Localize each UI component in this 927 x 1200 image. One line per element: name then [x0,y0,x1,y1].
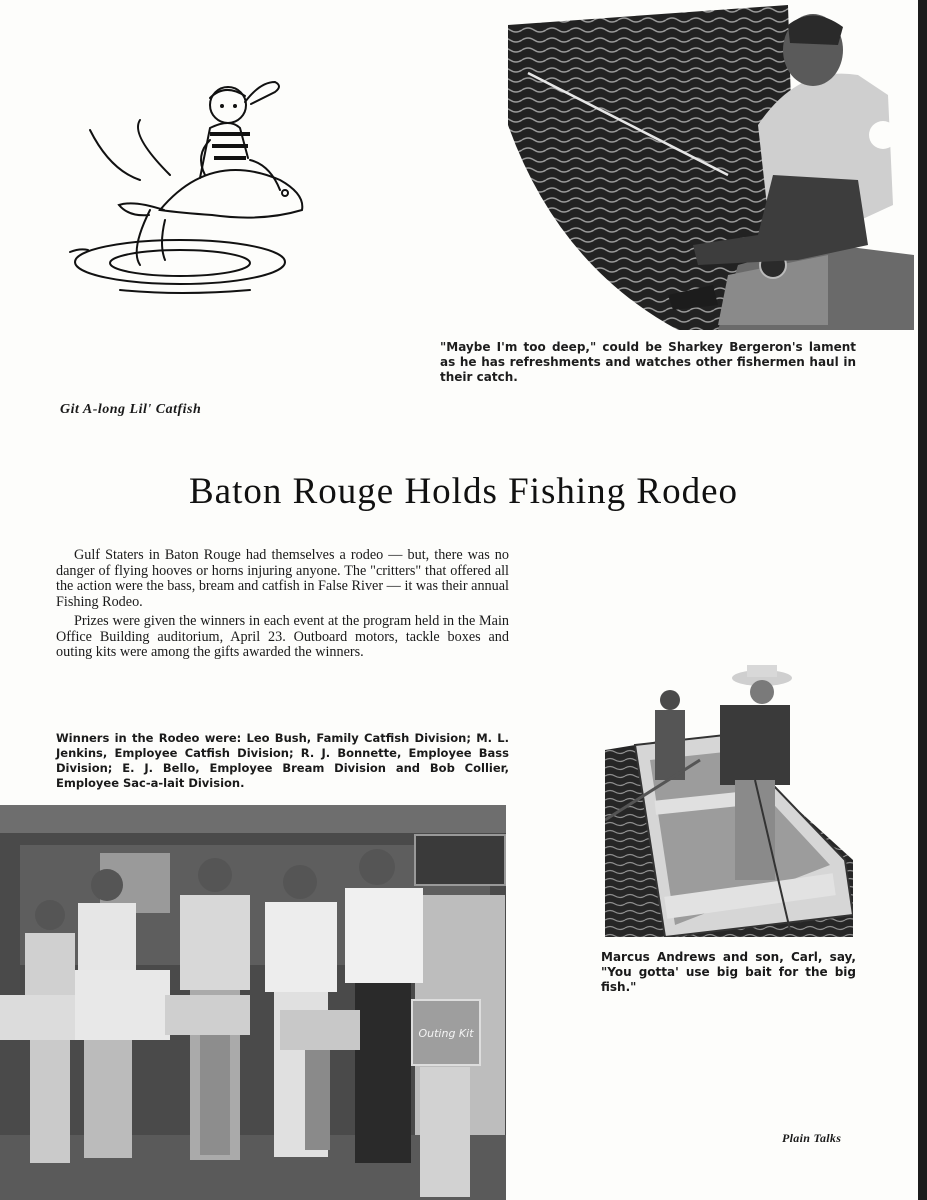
article-headline: Baton Rouge Holds Fishing Rodeo [188,471,739,512]
cartoon-catfish-rider-illustration [60,60,320,310]
fisherman-photo-caption: "Maybe I'm too deep," could be Sharkey Bergeron's lament as he has refreshments and watches other fishermen haul in their catch. [440,340,856,384]
article-body [56,548,509,665]
cartoon-caption: Git A-long Lil' Catfish [60,402,202,417]
father-and-son-boat-photo [605,660,853,937]
winners-group-photo [0,805,506,1200]
article-paragraph: Prizes were given the winners in each event at the program held in the Main Office Building auditorium, April 23. Outboard motors, tackle boxes and outing kits were among the gifts awarded the winners. [56,613,509,660]
boat-photo-caption: Marcus Andrews and son, Carl, say, "You gotta' use big bait for the big fish." [601,950,856,994]
winners-caption: Winners in the Rodeo were: Leo Bush, Family Catfish Division; M. L. Jenkins, Employee Catfish Division; R. J. Bonnette, Employee Bass Division; E. J. Bello, Employee Bream Division and Bob Collier, Employee Sac-a-lait Division. [56,731,509,790]
scan-edge [918,0,927,1200]
fisherman-on-pier-photo [498,5,914,330]
outing-kit-label: Outing Kit [418,1027,474,1040]
article-paragraph: Gulf Staters in Baton Rouge had themselves a rodeo — but, there was no danger of flying hooves or horns injuring anyone. The "critters" that offered all the action were the bass, bream and catfish in False River — it was their annual Fishing Rodeo. [56,547,509,610]
publication-footer: Plain Talks [782,1131,842,1145]
